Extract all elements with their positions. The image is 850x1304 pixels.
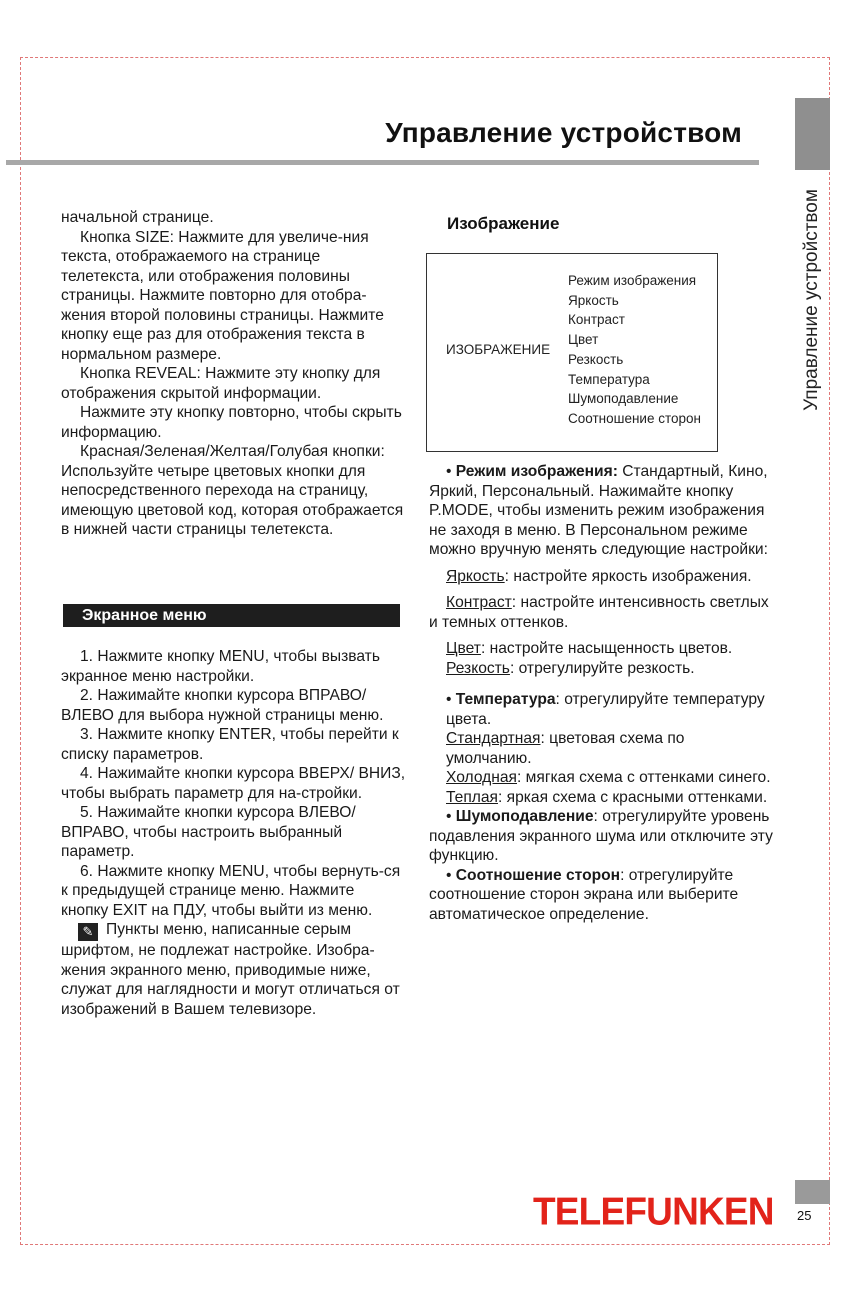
standard-text: : цветовая схема по умолчанию. [446,730,685,767]
telefunken-logo: TELEFUNKEN [533,1189,774,1233]
temperature-title: Температура [455,691,556,708]
picture-mode-title: Режим изображения: [455,463,618,480]
menu-item: Цвет [568,332,599,348]
color-text: : настройте насыщенность цветов. [480,640,733,657]
left-column-top [61,208,406,540]
warm-text: : яркая схема с красными оттенками. [497,788,768,806]
noise-reduction-paragraph: • Шумоподавление: отрегулируйте уровень подавления экранного шума или отключите эту функцию. [429,808,773,864]
menu-diagram [426,253,718,452]
menu-step: 5. Нажимайте кнопки курсора ВЛЕВО/ ВПРАВО, чтобы настроить выбранный параметр. [61,804,356,860]
sharpness-label: Резкость [446,659,510,677]
picture-mode-text: Стандартный, Кино, Яркий, Персональный. Нажимайте кнопку P.MODE, чтобы изменить режим изображения не заходя в меню. В Персональном режиме можно вручную менять следующие настройки: [429,463,768,558]
noise-reduction-title: Шумоподавление [455,808,594,825]
menu-item: Резкость [568,351,624,367]
menu-item: Температура [568,371,650,387]
temperature-paragraph: • Температура: отрегулируйте температуру цвета. [446,691,765,728]
picture-mode-paragraph: • Режим изображения: Стандартный, Кино, Яркий, Персональный. Нажимайте кнопку P.MODE, чтобы изменить режим изображения не заходя в меню. В Персональном режиме можно вручную менять следующие настройки: [429,463,768,558]
note-pencil-icon: ✎ [78,923,98,941]
menu-step: 2. Нажимайте кнопки курсора ВПРАВО/ ВЛЕВО для выбора нужной страницы меню. [61,687,384,724]
menu-step: 1. Нажмите кнопку MENU, чтобы вызвать экранное меню настройки. [61,648,380,685]
color-line [429,639,774,659]
note [61,920,406,1019]
standard-line [429,729,774,768]
section-heading-image: Изображение [447,214,560,233]
brightness-line [429,567,774,587]
right-column [429,462,774,924]
menu-item-list [568,271,701,429]
contrast-text: : настройте интенсивность светлых и темных оттенков. [429,594,769,631]
menu-root-label: ИЗОБРАЖЕНИЕ [446,342,551,357]
left-column-bottom [61,647,406,1019]
cold-label: Холодная [446,769,517,786]
menu-item: Яркость [568,292,619,308]
aspect-ratio-text: : отрегулируйте соотношение сторон экрана или выберите автоматическое определение. [429,866,739,923]
paragraph: Нажмите эту кнопку повторно, чтобы скрыть информацию. [61,404,402,441]
cold-text: : мягкая схема с оттенками синего. [517,769,771,786]
title-rule [6,160,759,165]
standard-label: Стандартная [446,730,541,747]
menu-item: Шумоподавление [568,391,679,407]
warm-label: Теплая [446,788,498,806]
menu-item: Контраст [568,312,625,328]
brightness-text: : настройте яркость изображения. [504,567,752,585]
sharpness-text: : отрегулируйте резкость. [509,659,695,677]
menu-step: 3. Нажмите кнопку ENTER, чтобы перейти к списку параметров. [61,726,399,763]
paragraph: Кнопка SIZE: Нажмите для увеличе-ния текста, отображаемого на странице телетекста, или отображения половины страницы. Нажмите повторно для отобра-жения второй половины страницы. Нажмите кнопку еще раз для отображения текста в нормальном размере. [61,228,384,363]
paragraph: начальной странице. [61,209,214,226]
side-chapter-label: Управление устройством [801,189,822,411]
sharpness-line [429,659,774,679]
cold-line [429,768,774,788]
contrast-line [429,593,774,632]
page-number: 25 [797,1208,812,1223]
page-title: Управление устройством [385,117,742,148]
side-tab-marker [795,98,830,170]
aspect-ratio-title: Соотношение сторон [455,866,621,884]
warm-line [429,788,774,808]
paragraph: Кнопка REVEAL: Нажмите эту кнопку для отображения скрытой информации. [61,365,381,402]
menu-item: Режим изображения [568,273,697,288]
menu-item: Соотношение сторон [568,410,701,426]
note-text: Пункты меню, написанные серым шрифтом, не подлежат настройке. Изобра-жения экранного меню, приводимые ниже, служат для наглядности и могут отличаться от изображений в Вашем телевизоре. [61,921,400,1018]
color-label: Цвет [446,640,481,657]
section-heading-onscreen-menu: Экранное меню [63,604,400,627]
paragraph: Красная/Зеленая/Желтая/Голубая кнопки: Используйте четыре цветовых кнопки для непосредственного перехода на страницу, имеющую цветовой код, которая отображается в нижней части страницы телетекста. [61,443,404,538]
page-number-marker [795,1180,830,1204]
brightness-label: Яркость [446,567,505,585]
menu-step: 4. Нажимайте кнопки курсора ВВЕРХ/ ВНИЗ, чтобы выбрать параметр для на-стройки. [61,765,406,802]
noise-reduction-text: : отрегулируйте уровень подавления экранного шума или отключите эту функцию. [429,808,773,864]
menu-step: 6. Нажмите кнопку MENU, чтобы вернуть-ся к предыдущей странице меню. Нажмите кнопку EXIT на ПДУ, чтобы выйти из меню. [61,862,401,919]
temperature-text: : отрегулируйте температуру цвета. [446,691,765,728]
aspect-ratio-paragraph: • Соотношение сторон: отрегулируйте соотношение сторон экрана или выберите автоматическое определение. [429,866,739,923]
contrast-label: Контраст [446,594,512,611]
